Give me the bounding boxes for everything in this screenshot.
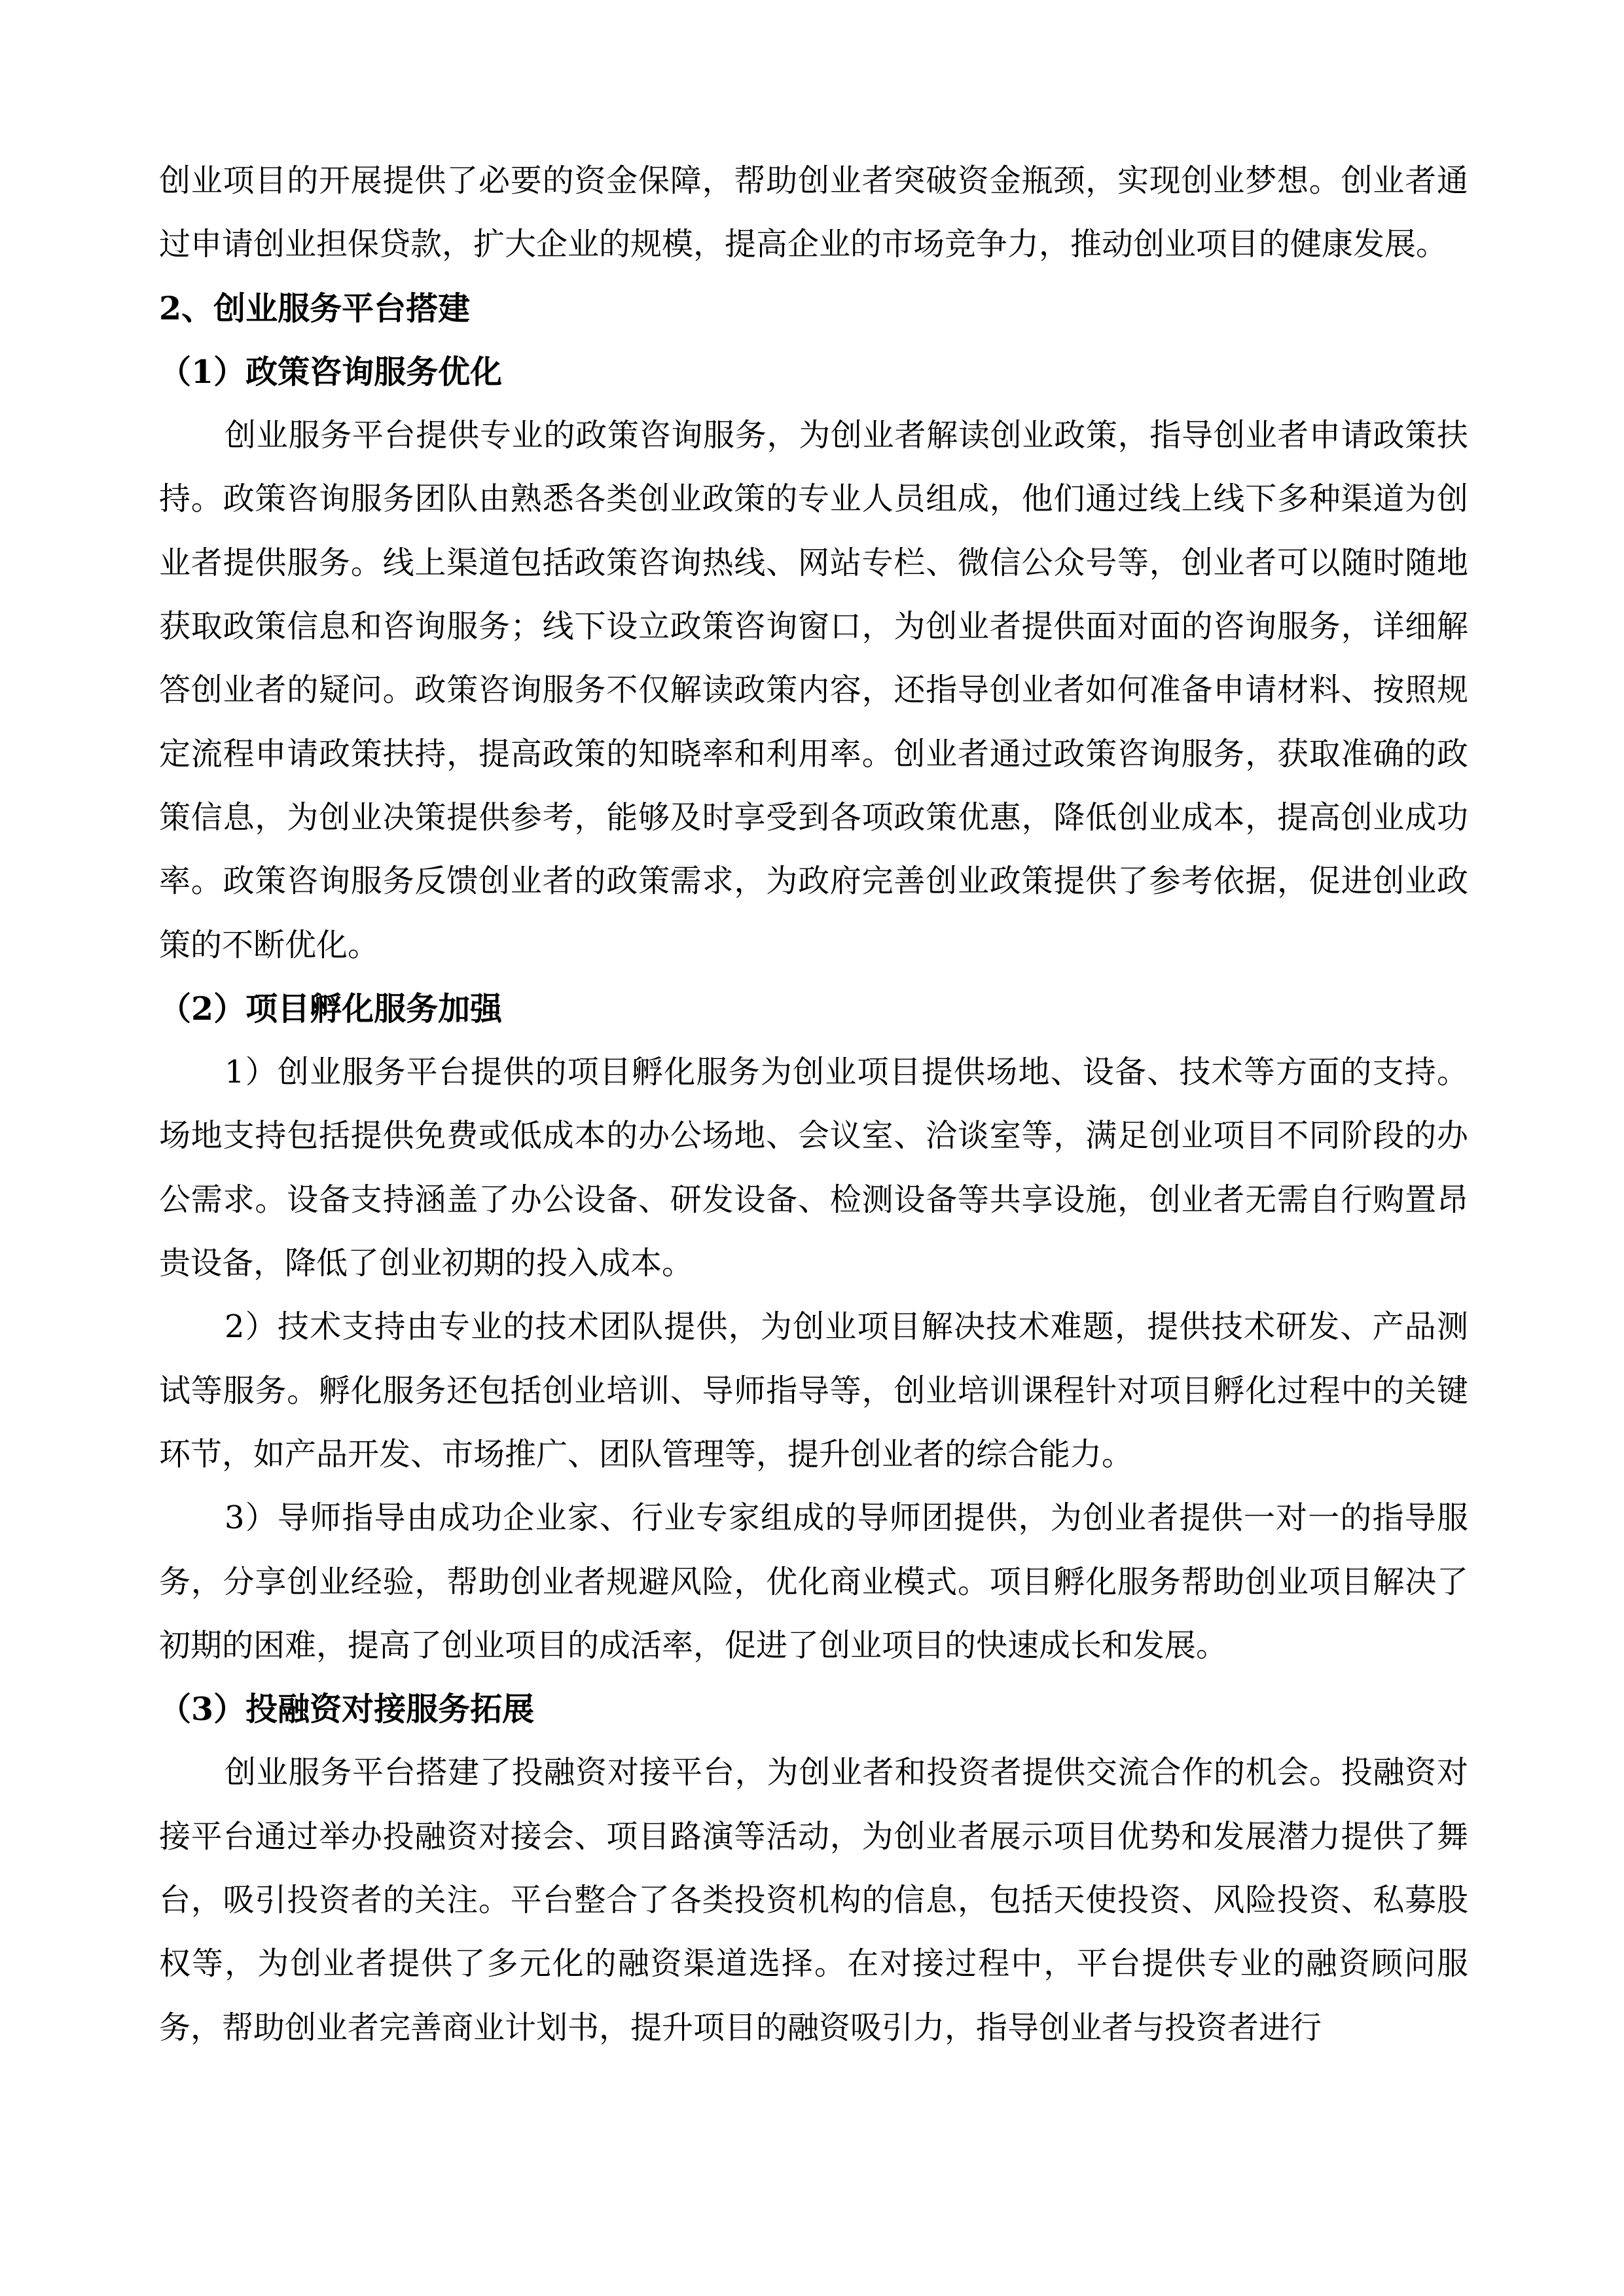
list-item-incubation-1: 1）创业服务平台提供的项目孵化服务为创业项目提供场地、设备、技术等方面的支持。场地支持包括提供免费或低成本的办公场地、会议室、洽谈室等，满足创业项目不同阶段的办公需求。设备支持涵盖了办公设备、研发设备、检测设备等共享设施，创业者无需自行购置昂贵设备，降低了创业初期的投入成本。 (159, 1054, 1468, 1282)
subsection-heading-investment-financing: （3）投融资对接服务拓展 (159, 1690, 535, 1729)
subsection-heading-policy-consulting: （1）政策咨询服务优化 (159, 352, 503, 391)
continuation-paragraph: 创业项目的开展提供了必要的资金保障，帮助创业者突破资金瓶颈，实现创业梦想。创业者通过申请创业担保贷款，扩大企业的规模，提高企业的市场竞争力，推动创业项目的健康发展。 (159, 162, 1468, 263)
paragraph-policy-consulting: 创业服务平台提供专业的政策咨询服务，为创业者解读创业政策，指导创业者申请政策扶持。政策咨询服务团队由熟悉各类创业政策的专业人员组成，他们通过线上线下多种渠道为创业者提供服务。线上渠道包括政策咨询热线、网站专栏、微信公众号等，创业者可以随时随地获取政策信息和咨询服务；线下设立政策咨询窗口，为创业者提供面对面的咨询服务，详细解答创业者的疑问。政策咨询服务不仅解读政策内容，还指导创业者如何准备申请材料、按照规定流程申请政策扶持，提高政策的知晓率和利用率。创业者通过政策咨询服务，获取准确的政策信息，为创业决策提供参考，能够及时享受到各项政策优惠，降低创业成本，提高创业成功率。政策咨询服务反馈创业者的政策需求，为政府完善创业政策提供了参考依据，促进创业政策的不断优化。 (159, 417, 1468, 963)
paragraph-investment-financing: 创业服务平台搭建了投融资对接平台，为创业者和投资者提供交流合作的机会。投融资对接平台通过举办投融资对接会、项目路演等活动，为创业者展示项目优势和发展潜力提供了舞台，吸引投资者的关注。平台整合了各类投资机构的信息，包括天使投资、风险投资、私募股权等，为创业者提供了多元化的融资渠道选择。在对接过程中，平台提供专业的融资顾问服务，帮助创业者完善商业计划书，提升项目的融资吸引力，指导创业者与投资者进行 (159, 1754, 1468, 2046)
section-heading-platform-construction: 2、创业服务平台搭建 (159, 289, 471, 327)
list-item-incubation-3: 3）导师指导由成功企业家、行业专家组成的导师团提供，为创业者提供一对一的指导服务，分享创业经验，帮助创业者规避风险，优化商业模式。项目孵化服务帮助创业项目解决了初期的困难，提高了创业项目的成活率，促进了创业项目的快速成长和发展。 (159, 1499, 1468, 1664)
list-item-incubation-2: 2）技术支持由专业的技术团队提供，为创业项目解决技术难题，提供技术研发、产品测试等服务。孵化服务还包括创业培训、导师指导等，创业培训课程针对项目孵化过程中的关键环节，如产品开发、市场推广、团队管理等，提升创业者的综合能力。 (159, 1308, 1468, 1473)
document-page (159, 149, 1468, 2060)
subsection-heading-project-incubation: （2）项目孵化服务加强 (159, 989, 503, 1028)
